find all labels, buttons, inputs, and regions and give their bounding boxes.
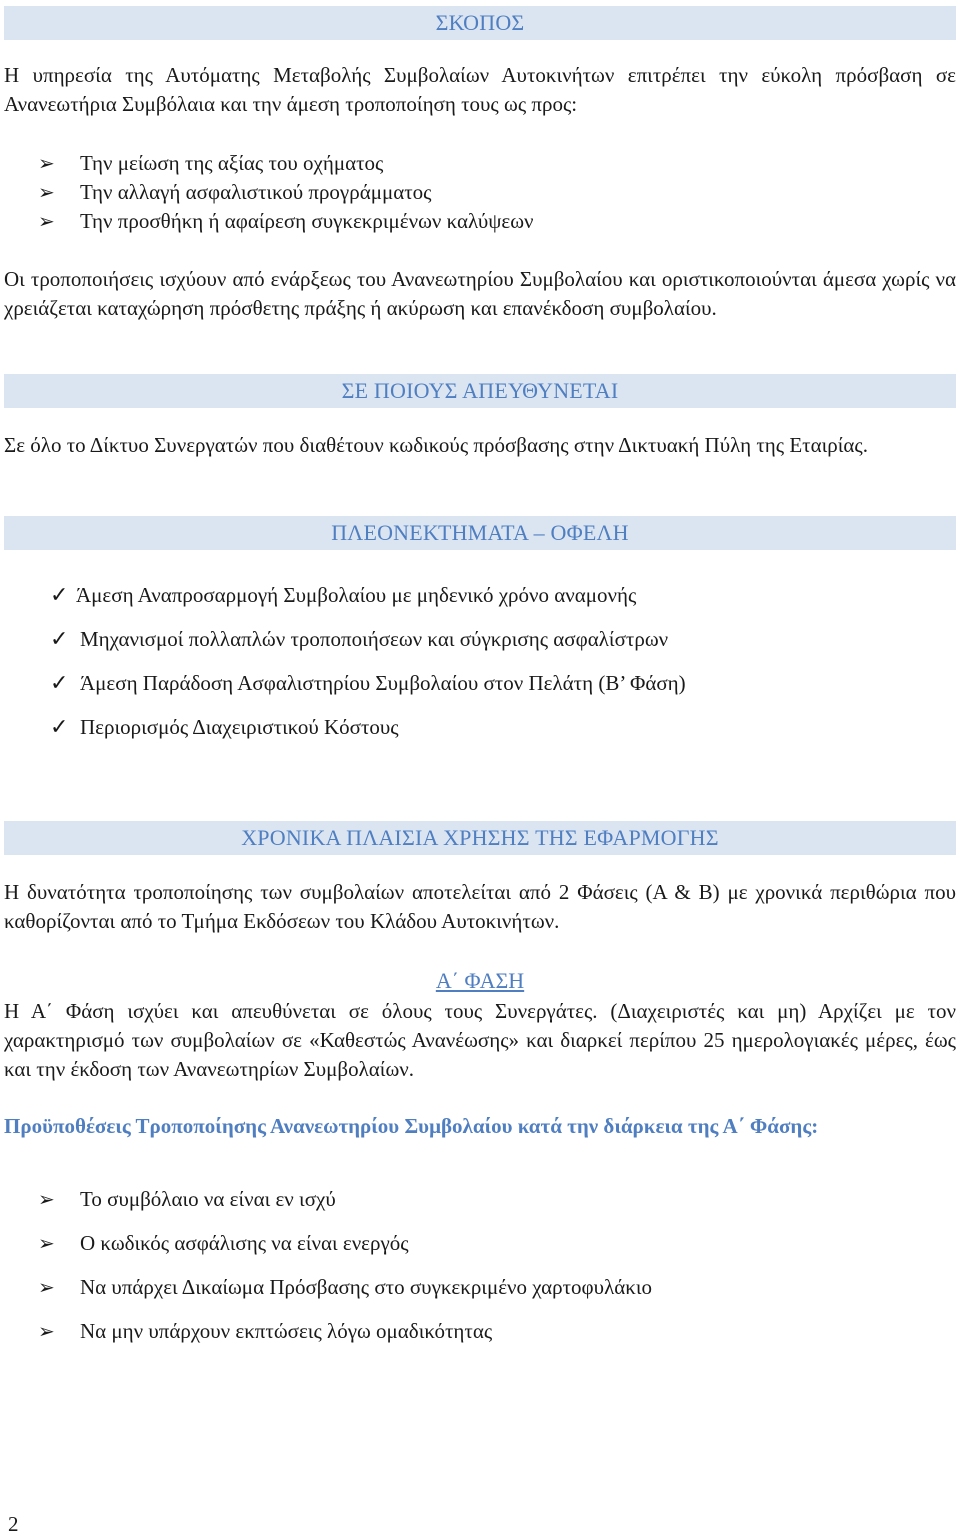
benefits-list [4, 581, 956, 757]
conditions-list [4, 1185, 956, 1361]
skopos-intro: Η υπηρεσία της Αυτόματης Μεταβολής Συμβολαίων Αυτοκινήτων επιτρέπει την εύκολη πρόσβαση σε Ανανεωτήρια Συμβόλαια και την άμεση τροποποίηση τους ως προς: [4, 63, 956, 116]
check-mark-icon: ✓ [50, 715, 69, 740]
arrowhead-bullet-icon: ➢ [38, 1275, 55, 1299]
arrowhead-bullet-icon: ➢ [38, 151, 55, 175]
list-item: ➢ Την αλλαγή ασφαλιστικού προγράμματος [4, 178, 956, 207]
list-item: ➢ Να μην υπάρχουν εκπτώσεις λόγω ομαδικότητας [4, 1317, 956, 1361]
check-mark-icon: ✓ [50, 671, 69, 696]
list-item: ➢ Το συμβόλαιο να είναι εν ισχύ [4, 1185, 956, 1229]
list-item: ➢ Την προσθήκη ή αφαίρεση συγκεκριμένων καλύψεων [4, 207, 956, 236]
arrowhead-bullet-icon: ➢ [38, 1319, 55, 1343]
skopos-note: Οι τροποποιήσεις ισχύουν από ενάρξεως του Ανανεωτηρίου Συμβολαίου και οριστικοποιούνται άμεσα χωρίς να χρειάζεται καταχώρηση πρόσθετης πράξης ή ακύρωση και επανέκδοση συμβολαίου. [4, 267, 956, 320]
section-heading-audience: ΣΕ ΠΟΙΟΥΣ ΑΠΕΥΘΥΝΕΤΑΙ [4, 374, 956, 408]
phase-a-title: Α΄ ΦΑΣΗ [435, 968, 525, 993]
arrowhead-bullet-icon: ➢ [38, 1187, 55, 1211]
skopos-bullet-list [4, 149, 956, 236]
list-item: ✓ Μηχανισμοί πολλαπλών τροποποιήσεων και σύγκρισης ασφαλίστρων [50, 627, 669, 652]
section-heading-benefits: ΠΛΕΟΝΕΚΤΗΜΑΤΑ – ΟΦΕΛΗ [4, 516, 956, 550]
list-item: ✓ Άμεση Παράδοση Ασφαλιστηρίου Συμβολαίου στον Πελάτη (Β’ Φάση) [50, 671, 686, 696]
page-number: 2 [8, 1512, 19, 1536]
arrowhead-bullet-icon: ➢ [38, 1231, 55, 1255]
timeframe-text: Η δυνατότητα τροποποίησης των συμβολαίων αποτελείται από 2 Φάσεις (Α & Β) με χρονικά περιθώρια που καθορίζονται από το Τμήμα Εκδόσεων του Κλάδου Αυτοκινήτων. [4, 880, 956, 933]
check-mark-icon: ✓ [50, 627, 69, 652]
section-heading-skopos: ΣΚΟΠΟΣ [4, 6, 956, 40]
list-item: ➢ Την μείωση της αξίας του οχήματος [4, 149, 956, 178]
arrowhead-bullet-icon: ➢ [38, 180, 55, 204]
phase-a-text: Η Α΄ Φάση ισχύει και απευθύνεται σε όλους τους Συνεργάτες. (Διαχειριστές και μη) Αρχίζει με τον χαρακτηρισμό των συμβολαίων σε «Καθεστώς Ανανέωσης» και διαρκεί περίπου 25 ημερολογιακές μέρες, έως και την έκδοση των Ανανεωτηρίων Συμβολαίων. [4, 999, 956, 1081]
audience-text: Σε όλο το Δίκτυο Συνεργατών που διαθέτουν κωδικούς πρόσβασης στην Δικτυακή Πύλη της Εταιρίας. [4, 433, 868, 457]
section-heading-timeframe: ΧΡΟΝΙΚΑ ΠΛΑΙΣΙΑ ΧΡΗΣΗΣ ΤΗΣ ΕΦΑΡΜΟΓΗΣ [4, 821, 956, 855]
conditions-title: Προϋποθέσεις Τροποποίησης Ανανεωτηρίου Συμβολαίου κατά την διάρκεια της Α΄ Φάσης: [4, 1114, 819, 1138]
list-item: ✓ Άμεση Αναπροσαρμογή Συμβολαίου με μηδενικό χρόνο αναμονής [50, 583, 637, 608]
document-page [4, 0, 956, 1361]
check-mark-icon: ✓ [50, 583, 69, 608]
list-item: ➢ Ο κωδικός ασφάλισης να είναι ενεργός [4, 1229, 956, 1273]
list-item: ➢ Να υπάρχει Δικαίωμα Πρόσβασης στο συγκεκριμένο χαρτοφυλάκιο [4, 1273, 956, 1317]
arrowhead-bullet-icon: ➢ [38, 209, 55, 233]
list-item: ✓ Περιορισμός Διαχειριστικού Κόστους [50, 715, 399, 740]
